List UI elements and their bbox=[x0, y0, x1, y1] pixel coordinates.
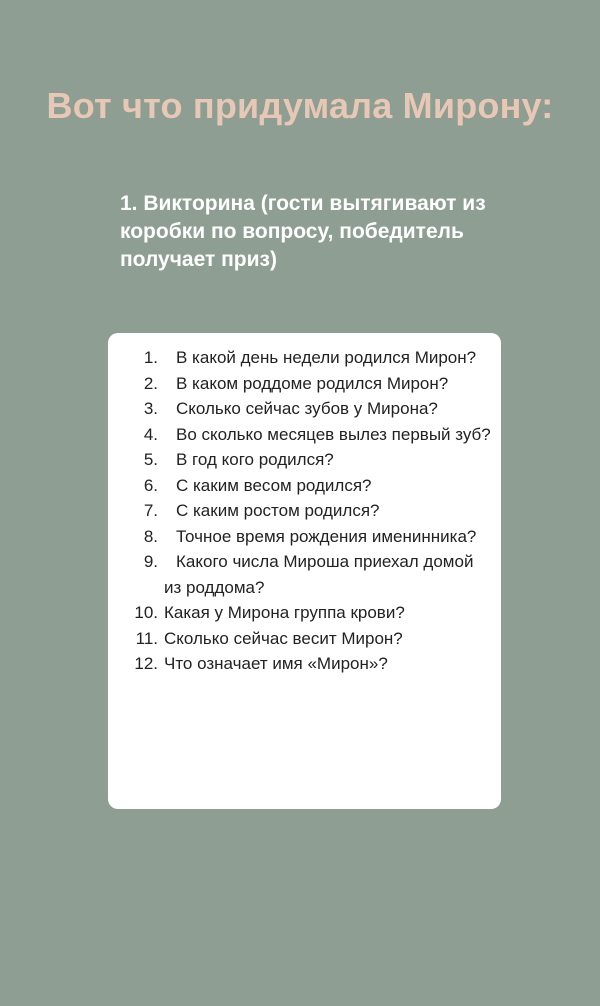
question-number: 7. bbox=[143, 501, 158, 520]
question-text: С каким весом родился? bbox=[176, 475, 372, 495]
question-number: 5. bbox=[143, 450, 158, 469]
question-number: 12. bbox=[134, 654, 158, 673]
question-item bbox=[108, 396, 491, 422]
question-text: Какая у Мирона группа крови? bbox=[164, 603, 405, 622]
quiz-description: 1. Викторина (гости вытягивают из коробки по вопросу, победитель получает приз) bbox=[120, 192, 486, 271]
question-text: В какой день недели родился Мирон? bbox=[176, 348, 477, 367]
question-number: 2. bbox=[143, 373, 158, 393]
question-text: Какого числа Мироша приехал домой из роддома? bbox=[164, 552, 474, 597]
question-item bbox=[108, 447, 491, 473]
question-item bbox=[108, 371, 491, 397]
question-item bbox=[108, 345, 491, 371]
question-text: Сколько сейчас весит Мирон? bbox=[164, 628, 403, 648]
question-item bbox=[108, 473, 491, 499]
question-text: В каком роддоме родился Мирон? bbox=[176, 373, 449, 393]
question-text: Во сколько месяцев вылез первый зуб? bbox=[176, 424, 491, 444]
question-number: 9. bbox=[143, 552, 158, 571]
question-number: 6. bbox=[143, 475, 158, 495]
questions-list bbox=[108, 345, 491, 677]
question-item bbox=[108, 651, 491, 677]
question-text: Что означает имя «Мирон»? bbox=[164, 654, 388, 673]
question-item bbox=[108, 600, 491, 626]
question-number: 4. bbox=[143, 424, 158, 444]
page-title: Вот что придумала Мирону: bbox=[46, 85, 554, 126]
question-text: Точное время рождения именинника? bbox=[176, 526, 477, 546]
question-number: 8. bbox=[143, 526, 158, 546]
question-text: В год кого родился? bbox=[176, 450, 334, 469]
question-number: 3. bbox=[143, 399, 158, 418]
question-text: Сколько сейчас зубов у Мирона? bbox=[176, 399, 438, 418]
question-item bbox=[108, 422, 491, 448]
questions-card bbox=[108, 333, 501, 809]
question-item bbox=[108, 524, 491, 550]
question-text: С каким ростом родился? bbox=[176, 501, 380, 520]
question-number: 1. bbox=[143, 348, 158, 367]
question-item bbox=[108, 498, 491, 524]
question-item bbox=[108, 549, 491, 600]
question-item bbox=[108, 626, 491, 652]
question-number: 10. bbox=[134, 603, 158, 622]
question-number: 11. bbox=[135, 628, 158, 648]
